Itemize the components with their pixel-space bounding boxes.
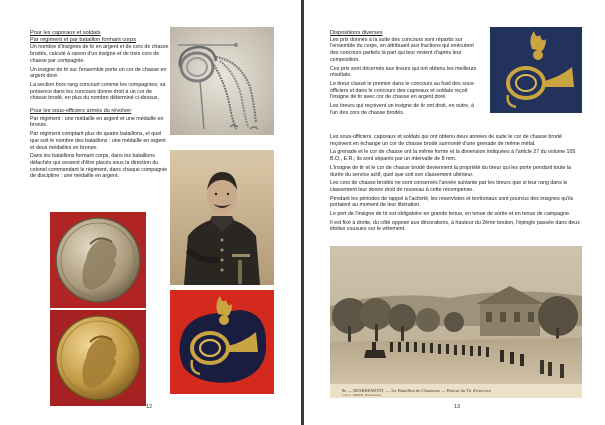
paragraph: La section hors rang concourt comme les compagnies; sa présence dans les concours donne droit à un cor de chasse brodé, en plus du nombre déterminé ci-dessus. [30, 81, 166, 102]
postcard-publisher: Coll. L. DIDIER, Remiremont [342, 393, 381, 397]
soldier-portrait-photo [170, 150, 274, 285]
silver-medal-photo [50, 212, 146, 308]
paragraph: Le port de l'insigne de tir est obligatoire en grande tenue, en tenue de sortie et en tenue de campagne. [330, 211, 571, 218]
embroidered-horn-blue-photo [490, 27, 582, 113]
section-title-sous-officiers: Pour les sous-officiers armés du révolver [30, 108, 132, 115]
bronze-medal-icon [50, 310, 146, 406]
paragraph: Les sous-officiers, caporaux et soldats qui ont obtenu deux années de suite le cor de chasse brodé reçoivent en échange un cor de chasse brodé surmonté d'une grenade de même métal. [330, 134, 562, 147]
paragraph: La grenade et le cor de chasse ont la même forme et la dimension indiquées à l'article 27 du volume 105 B.O., E.R.; ils sont séparés par un intervalle de 8 mm. [330, 149, 576, 163]
section-title-caporaux: Pour les caporaux et soldats [30, 30, 101, 36]
paragraph: Il est fixé à droite, du côté opposé aux décorations, à hauteur du 2ème bouton, l'épingle passée dans deux étoiles cousues sur le vêtement. [330, 219, 580, 233]
left-text-column [30, 30, 170, 182]
paragraph: Les tireurs qui reçoivent un insigne de tir ont droit, en outre, à l'un des cors de chasse brodés. [330, 103, 474, 116]
embroidered-horn-red-photo [170, 290, 274, 394]
paragraph: Les prix donnés à la suite des concours sont répartis sur l'ensemble du corps, en attribuant aux fractions qui exécutent des concours partiels la part qui leur revient d'après leur composition. [330, 36, 474, 63]
left-page [0, 0, 301, 425]
embroidered-horn-blue-icon [490, 27, 582, 113]
right-page [304, 0, 605, 425]
postcard-street-scene-icon [330, 246, 582, 398]
right-text-column-top [330, 30, 480, 118]
remiremont-postcard-photo [330, 246, 582, 398]
soldier-portrait-icon [170, 150, 274, 285]
paragraph: Le tireur classé le premier dans le concours au fusil des sous-officiers et dans le concours des caporaux et soldats reçoit l'insigne de tir avec cor de chasse en argent doré. [330, 80, 476, 101]
paragraph: L'insigne de tir et le cor de chasse brodé deviennent la propriété du tireur qui les porte pendant toute la durée du service actif, quel que soit son classement ultérieur. [330, 164, 571, 178]
paragraph: Par régiment comptant plus de quatre bataillons, et quel que soit le nombre des bataillons : une médaille en argent et deux médailles en bronze. [30, 131, 166, 151]
paragraph: Par régiment : une médaille en argent et une médaille en bronze. [30, 115, 164, 129]
bronze-medal-photo [50, 310, 146, 406]
silver-pin-icon [170, 27, 274, 135]
postcard-caption: 8e — REMIREMONT — 1er Bataillon de Chasseurs — Retour du Tir d'exercice [342, 388, 492, 393]
section-subtitle-regiment: Par régiment et par bataillon formant corps [30, 36, 137, 43]
insignia-silver-pin-photo [170, 27, 274, 135]
silver-medal-icon [50, 212, 146, 308]
section-title-dispositions: Dispositions diverses [330, 30, 383, 36]
page-number-right: 13 [454, 404, 461, 410]
paragraph: Un nombre d'insignes de tir en argent et de cors de chasse brodés, calculé à raison d'un insigne et de trois cors de chasse par compagnie. [30, 44, 169, 64]
paragraph: Pendant les périodes de rappel à l'activité, les réservistes et territoriaux sont pourvus des insignes qu'ils portaient au moment de leur libération. [330, 195, 574, 209]
paragraph: Les cors de chasse brodés ne sont conservés l'année suivante par les tireurs que si leur rang dans le classement leur donne droit de nouveau à cette récompense. [330, 180, 568, 193]
paragraph: Dans les bataillons formant corps, dans les bataillons détachés qui cessent d'être placés sous la direction du colonel commandant le régiment, dans chaque compagnie de discipline : une médaille en argent. [30, 153, 168, 180]
paragraph: Un insigne de tir sur l'ensemble porte un cor de chasse en argent doré. [30, 66, 167, 80]
paragraph: Ces prix sont décernés aux tireurs qui ont obtenu les meilleurs résultats. [330, 65, 477, 79]
right-text-column-wide [330, 134, 582, 235]
embroidered-horn-icon [170, 290, 274, 394]
page-number-left: 12 [146, 404, 153, 410]
